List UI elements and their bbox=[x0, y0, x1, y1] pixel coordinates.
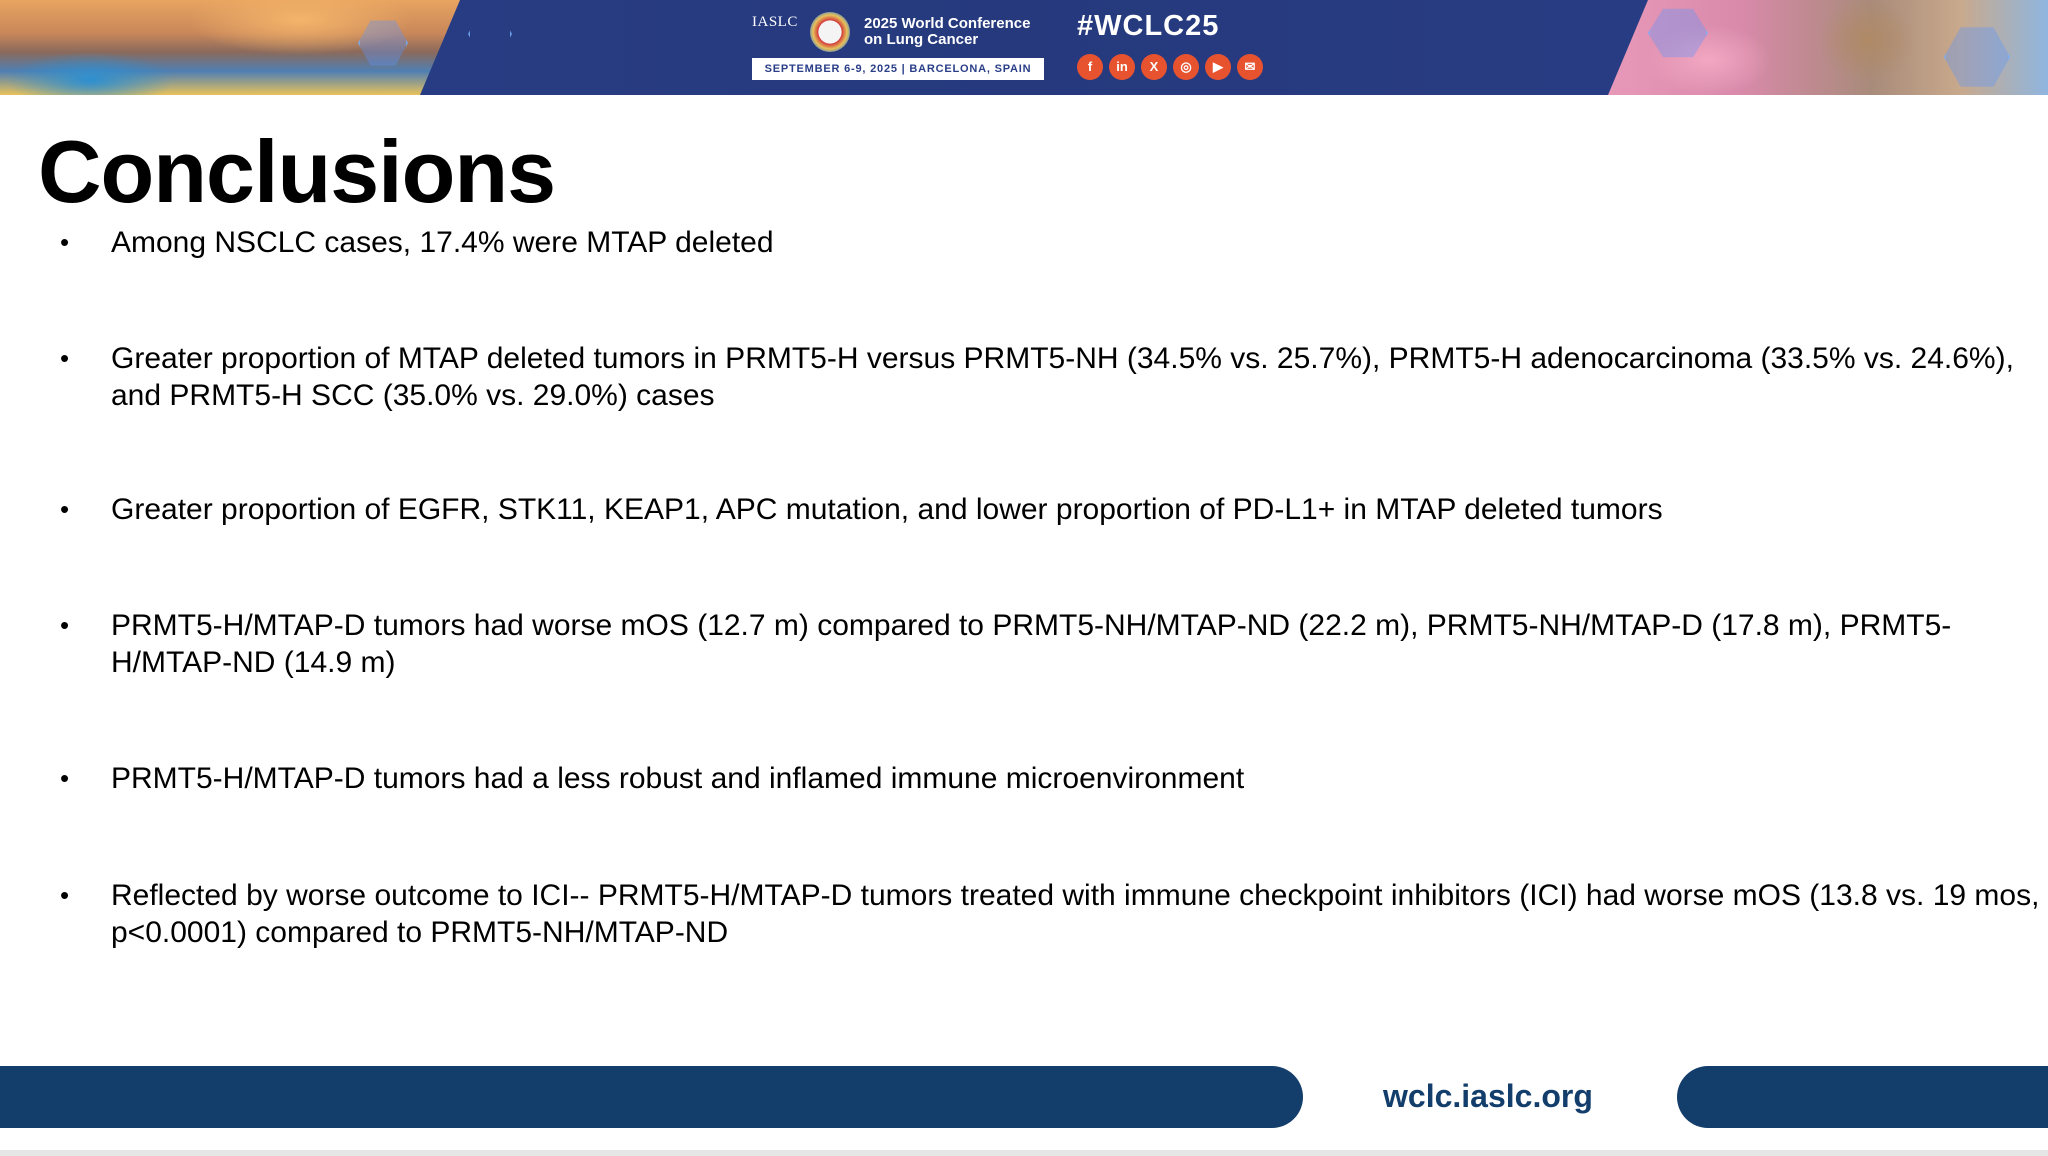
footer-bar-left bbox=[0, 1066, 1303, 1128]
footer-url-link[interactable]: wclc.iaslc.org bbox=[1383, 1078, 1593, 1114]
bullet-dot-icon: • bbox=[60, 494, 70, 524]
bullet-text: Greater proportion of MTAP deleted tumors in PRMT5-H versus PRMT5-NH (34.5% vs. 25.7%), PRMT5-H adenocarcinoma (33.5% vs. 24.6%), and PRMT5-H SCC (35.0% vs. 29.0%) cases bbox=[111, 342, 2014, 412]
bullet-text: Among NSCLC cases, 17.4% were MTAP deleted bbox=[111, 226, 774, 259]
conference-title bbox=[864, 16, 1030, 48]
bullet-dot-icon: • bbox=[60, 227, 70, 257]
instagram-icon[interactable]: ◎ bbox=[1173, 54, 1199, 80]
bullet-dot-icon: • bbox=[60, 610, 70, 640]
lung-emblem-icon bbox=[810, 12, 850, 52]
conference-title-line2: on Lung Cancer bbox=[864, 31, 979, 48]
iaslc-wordmark: IASLC bbox=[752, 14, 798, 30]
bullet-dot-icon: • bbox=[60, 763, 70, 793]
x-icon[interactable]: X bbox=[1141, 54, 1167, 80]
bottom-divider bbox=[0, 1150, 2048, 1156]
conference-logo bbox=[752, 12, 1044, 80]
page-title: Conclusions bbox=[38, 122, 556, 221]
facebook-icon[interactable]: f bbox=[1077, 54, 1103, 80]
bullet-text: Greater proportion of EGFR, STK11, KEAP1, APC mutation, and lower proportion of PD-L1+ in MTAP deleted tumors bbox=[111, 493, 1663, 526]
bullet-dot-icon: • bbox=[60, 343, 70, 373]
conference-banner bbox=[0, 0, 2048, 95]
bullet-text: PRMT5-H/MTAP-D tumors had a less robust and inflamed immune microenvironment bbox=[111, 762, 1245, 795]
wechat-icon[interactable]: ✉ bbox=[1237, 54, 1263, 80]
bullet-text: PRMT5-H/MTAP-D tumors had worse mOS (12.7 m) compared to PRMT5-NH/MTAP-ND (22.2 m), PRMT5-NH/MTAP-D (17.8 m), PRMT5-H/MTAP-ND (14.9 m) bbox=[111, 609, 1952, 679]
bullet-dot-icon: • bbox=[60, 880, 70, 910]
bullet-text: Reflected by worse outcome to ICI-- PRMT5-H/MTAP-D tumors treated with immune checkpoint inhibitors (ICI) had worse mOS (13.8 vs. 19 mos, p<0.0001) compared to PRMT5-NH/MTAP-ND bbox=[111, 879, 2040, 949]
conference-hashtag: #WCLC25 bbox=[1077, 10, 1220, 42]
conference-date-location: SEPTEMBER 6-9, 2025 | BARCELONA, SPAIN bbox=[752, 58, 1044, 80]
youtube-icon[interactable]: ▶ bbox=[1205, 54, 1231, 80]
hexagon-outline-decoration bbox=[468, 12, 512, 56]
linkedin-icon[interactable]: in bbox=[1109, 54, 1135, 80]
footer-bar-right bbox=[1677, 1066, 2048, 1128]
conference-title-line1: 2025 World Conference bbox=[864, 15, 1031, 32]
social-links bbox=[1077, 54, 1263, 80]
